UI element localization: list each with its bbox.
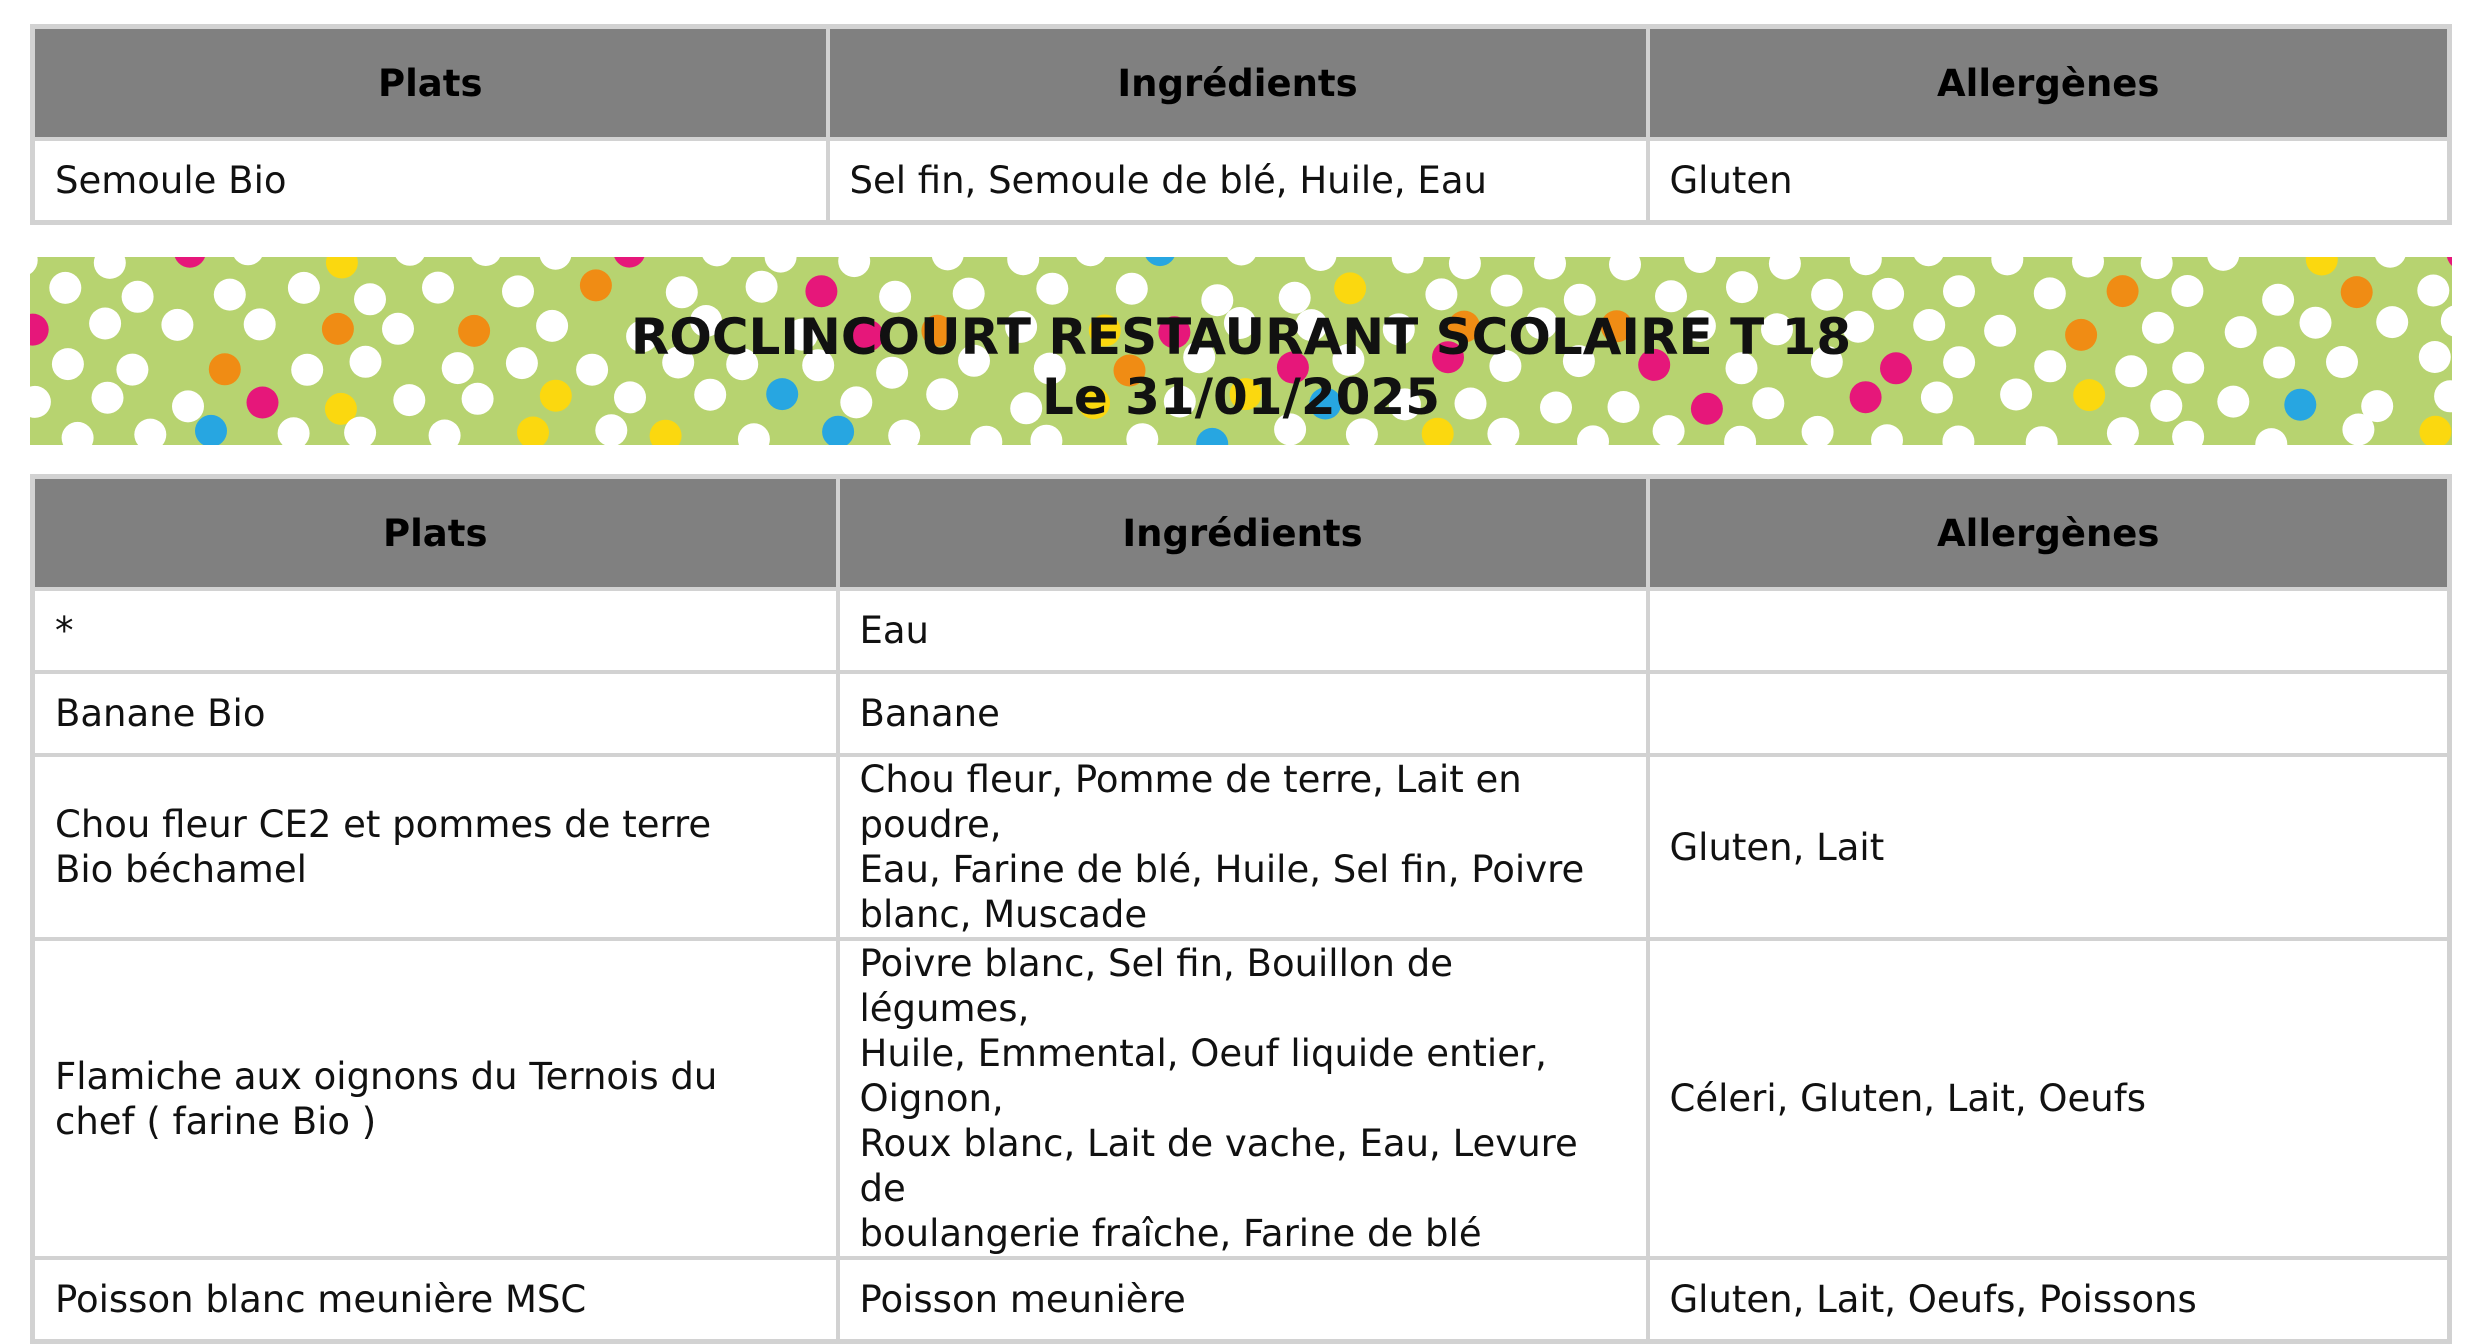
decorative-dot <box>1491 275 1523 307</box>
decorative-dot <box>2374 257 2406 268</box>
dish-allergens: Gluten, Lait <box>1648 755 2450 939</box>
dish-ingredients-line: Eau, Farine de blé, Huile, Sel fin, Poivre <box>859 848 1585 891</box>
decorative-dot <box>2341 276 2373 308</box>
table-row <box>33 672 2450 755</box>
decorative-dot <box>1075 257 1107 266</box>
decorative-dot <box>174 257 206 268</box>
dish-ingredients-line: Banane <box>859 692 1000 735</box>
dish-ingredients-line: Poisson meunière <box>859 1278 1186 1321</box>
decorative-dot <box>805 275 837 307</box>
decorative-dot <box>1449 257 1481 279</box>
dish-name-line: Banane Bio <box>55 692 266 735</box>
decorative-dot <box>214 279 246 311</box>
dish-ingredients <box>838 589 1648 672</box>
dish-ingredients-line: Chou fleur, Pomme de terre, Lait en poudre, <box>859 758 1522 846</box>
decorative-dot <box>1030 425 1062 445</box>
restaurant-title: ROCLINCOURT RESTAURANT SCOLAIRE T 18 <box>630 308 1852 366</box>
decorative-dot <box>1871 424 1903 445</box>
decorative-dot <box>540 257 572 270</box>
dish-allergens <box>1648 672 2450 755</box>
dish-allergens: Gluten <box>1648 139 2450 223</box>
decorative-dot <box>2026 426 2058 445</box>
decorative-dot <box>1534 257 1566 280</box>
column-header-ingredients: Ingrédients <box>838 477 1648 590</box>
decorative-dot <box>2207 257 2239 271</box>
decorative-dot <box>1334 272 1366 304</box>
decorative-dot <box>2306 257 2338 276</box>
dish-ingredients-line: boulangerie fraîche, Farine de blé <box>859 1212 1482 1255</box>
decorative-dot <box>1811 279 1843 311</box>
dish-ingredients-line: blanc, Muscade <box>859 893 1148 936</box>
banner-heading <box>30 307 2452 427</box>
table-row <box>33 139 2450 223</box>
dish-ingredients-line: Eau <box>859 609 930 652</box>
decorative-dot <box>1144 257 1176 266</box>
column-header-ingredients: Ingrédients <box>828 27 1648 140</box>
dish-name-line: * <box>55 609 74 652</box>
column-header-plats: Plats <box>33 27 828 140</box>
decorative-dot <box>2447 257 2452 270</box>
decorative-dot <box>1036 273 1068 305</box>
decorative-dot <box>1943 275 1975 307</box>
table-row <box>33 939 2450 1258</box>
decorative-dot <box>765 257 797 273</box>
decorative-dot <box>2171 275 2203 307</box>
decorative-dot <box>701 257 733 266</box>
decorative-dot <box>470 257 502 266</box>
dish-name-line: Flamiche aux oignons du Ternois du <box>55 1054 718 1098</box>
table-header-row <box>33 27 2450 140</box>
dish-allergens: Céleri, Gluten, Lait, Oeufs <box>1648 939 2450 1258</box>
dish-allergens <box>1648 589 2450 672</box>
column-header-allergenes: Allergènes <box>1648 477 2450 590</box>
dish-ingredients <box>838 755 1648 939</box>
decorative-dot <box>1872 278 1904 310</box>
decorative-dot <box>953 278 985 310</box>
table-row <box>33 755 2450 939</box>
dish-ingredients-line: Roux blanc, Lait de vache, Eau, Levure de <box>859 1122 1578 1210</box>
column-header-plats: Plats <box>33 477 838 590</box>
decorative-dot <box>49 272 81 304</box>
dish-name-line: Chou fleur CE2 et pommes de terre <box>55 803 712 846</box>
decorative-dot <box>2034 277 2066 309</box>
decorative-dot <box>1942 426 1974 446</box>
menu-table <box>30 474 2452 1344</box>
decorative-dot <box>1007 257 1039 275</box>
decorative-dot <box>288 272 320 304</box>
top-dish-table <box>30 24 2452 225</box>
table-header-row <box>33 477 2450 590</box>
decorative-dot <box>1724 426 1756 445</box>
dish-name <box>33 589 838 672</box>
decorative-dot <box>1392 257 1424 274</box>
decorative-dot <box>580 269 612 301</box>
decorative-dot <box>1684 257 1716 273</box>
dish-ingredients <box>838 672 1648 755</box>
dish-name-line: chef ( farine Bio ) <box>55 1099 377 1143</box>
dish-ingredients <box>838 1258 1648 1342</box>
decorative-dot <box>1577 425 1609 445</box>
dish-name: Semoule Bio <box>33 139 828 223</box>
decorative-dot <box>394 257 426 266</box>
decorative-dot <box>2417 275 2449 307</box>
dish-ingredients-line: Huile, Emmental, Oeuf liquide entier, Oignon, <box>859 1032 1547 1120</box>
decorative-dot <box>666 276 698 308</box>
decorative-dot <box>932 257 964 270</box>
decorative-dot <box>746 271 778 303</box>
decorative-dot <box>1726 271 1758 303</box>
dish-allergens: Gluten, Lait, Oeufs, Poissons <box>1648 1258 2450 1342</box>
decorative-dot <box>613 257 645 268</box>
dish-ingredients-line: Poivre blanc, Sel fin, Bouillon de légumes, <box>859 942 1453 1030</box>
decorative-dot <box>232 257 264 265</box>
decorative-dot <box>1609 257 1641 281</box>
dish-name-line: Poisson blanc meunière MSC <box>55 1278 587 1321</box>
column-header-allergenes: Allergènes <box>1648 27 2450 140</box>
dish-ingredients <box>838 939 1648 1258</box>
decorative-dot <box>838 257 870 277</box>
decorative-dot <box>1196 428 1228 445</box>
decorative-dot <box>1425 278 1457 310</box>
decorative-dot <box>2141 257 2173 279</box>
table-row <box>33 1258 2450 1342</box>
decorative-dot <box>1225 257 1257 266</box>
decorative-dot <box>2255 428 2287 445</box>
decorative-dot <box>1850 257 1882 275</box>
decorative-dot <box>326 257 358 279</box>
decorative-dot <box>1116 273 1148 305</box>
decorative-dot <box>970 426 1002 445</box>
menu-banner <box>30 257 2452 445</box>
dish-name-line: Bio béchamel <box>55 848 307 891</box>
dish-name <box>33 939 838 1258</box>
decorative-dot <box>1305 257 1337 271</box>
decorative-dot <box>422 272 454 304</box>
decorative-dot <box>2107 275 2139 307</box>
table-row <box>33 589 2450 672</box>
menu-date: Le 31/01/2025 <box>1041 368 1441 426</box>
decorative-dot <box>94 257 126 279</box>
decorative-dot <box>30 257 38 276</box>
dish-name <box>33 672 838 755</box>
decorative-dot <box>502 275 534 307</box>
decorative-dot <box>2072 257 2104 278</box>
decorative-dot <box>1913 257 1945 266</box>
decorative-dot <box>1769 257 1801 280</box>
decorative-dot <box>1991 257 2023 275</box>
dish-name <box>33 755 838 939</box>
dish-name <box>33 1258 838 1342</box>
dish-ingredients: Sel fin, Semoule de blé, Huile, Eau <box>828 139 1648 223</box>
